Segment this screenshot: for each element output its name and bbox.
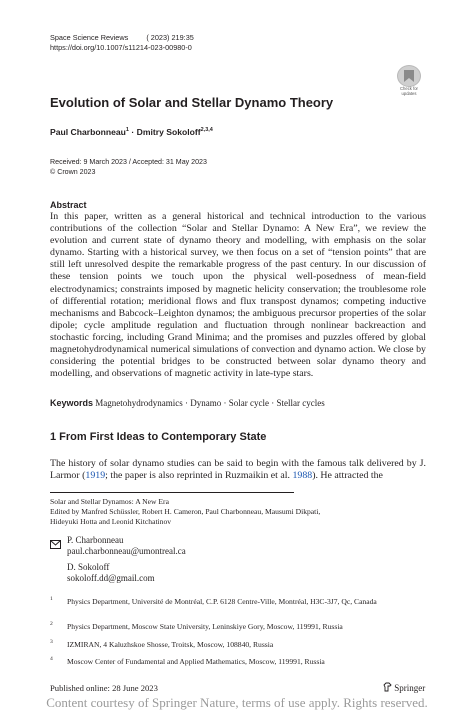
- affiliation-text: IZMIRAN, 4 Kaluzhskoe Shosse, Troitsk, Moscow, 108840, Russia: [67, 640, 274, 649]
- abstract-heading: Abstract: [50, 200, 87, 210]
- springer-logo[interactable]: [383, 682, 425, 694]
- affiliation-number: 2: [50, 621, 53, 627]
- running-header: [50, 33, 194, 42]
- envelope-icon: [50, 536, 62, 546]
- badge-line1: Check for: [400, 86, 418, 91]
- author-1-affil: 1: [125, 127, 129, 134]
- received-accepted: Received: 9 March 2023 / Accepted: 31 May 2023: [50, 158, 207, 166]
- courtesy-notice: Content courtesy of Springer Nature, terms of use apply. Rights reserved.: [46, 695, 428, 710]
- year-volume: ( 2023) 219:35: [146, 33, 194, 42]
- contact-email-2[interactable]: sokoloff.dd@gmail.com: [67, 573, 155, 583]
- springer-wordmark: Springer: [394, 683, 426, 693]
- springer-horse-icon: [383, 682, 392, 694]
- author-2-affil: 2,3,4: [200, 127, 213, 134]
- affiliation-1: [50, 597, 426, 619]
- keywords-text: Magnetohydrodynamics · Dynamo · Solar cycle · Stellar cycles: [95, 398, 325, 408]
- intro-text-1: The history of solar dynamo studies can be said to begin with the famous talk delivered by J. Larmor (: [50, 458, 426, 482]
- contact-name-2: D. Sokoloff: [67, 562, 110, 572]
- abstract-text: In this paper, written as a general historical and technical introduction to the various contributions of the collection “Solar and Stellar Dynamo: A New Era”, we review the evolution and current state of dynamo theory and modelling, with emphasis on the solar dynamo. Starting with a historical survey, we then focus on a set of “tension points” that are still left unresolved despite the remarkable progress of the past century. In our discussion of these tension points we touch upon the physical well-posedness of mean-field electrodynamics; constraints imposed by magnetic helicity conservation; the troublesome role of differential rotation; meridional flows and flux transpost dynamos; competing inductive mechanisms and Babcock–Leighton dynamos; the ambiguous precursor properties of the solar dipole; cycle amplitude regulation and fluctuation through nonlinear backreaction and stochastic forcing, including Grand Minima; and the promises and puzzles offered by global magnetohydrodynamical numerical simulations of convection and dynamo action. We close by considering the potential bridges to be constructed between solar dynamo theory and modelling, and observations of magnetic activity in late-type stars.: [50, 211, 426, 380]
- collection-name: Solar and Stellar Dynamos: A New Era: [50, 497, 169, 506]
- affiliation-number: 1: [50, 596, 53, 602]
- check-for-updates-badge[interactable]: [393, 63, 425, 95]
- contact-name-1: P. Charbonneau: [67, 535, 124, 545]
- author-2[interactable]: Dmitry Sokoloff: [136, 127, 201, 137]
- citation-link[interactable]: 1988: [292, 470, 313, 482]
- published-online: Published online: 28 June 2023: [50, 683, 158, 693]
- affiliation-text: Moscow Center of Fundamental and Applied Mathematics, Moscow, 119991, Russia: [67, 657, 325, 666]
- citation-link[interactable]: 1919: [85, 470, 106, 482]
- author-separator: ·: [128, 127, 137, 137]
- intro-text-2: ; the paper is also reprinted in Ruzmaikin et al.: [105, 470, 293, 482]
- affiliation-text: Physics Department, Moscow State University, Leninskiye Gory, Moscow, 119991, Russia: [67, 622, 343, 631]
- paper-title: Evolution of Solar and Stellar Dynamo Theory: [50, 95, 334, 110]
- author-list: [50, 127, 213, 137]
- keywords-label: Keywords: [50, 398, 94, 408]
- journal-name: Space Science Reviews: [50, 33, 129, 42]
- editors-line-1: Edited by Manfred Schüssler, Robert H. Cameron, Paul Charbonneau, Mausumi Dikpati,: [50, 507, 321, 516]
- keywords: [50, 398, 325, 408]
- affiliation-number: 4: [50, 656, 53, 662]
- affiliation-number: 3: [50, 639, 53, 645]
- section-heading: 1 From First Ideas to Contemporary State: [50, 431, 267, 443]
- footnote-divider: [50, 492, 294, 493]
- contact-email-1[interactable]: paul.charbonneau@umontreal.ca: [67, 546, 186, 556]
- doi-link[interactable]: https://doi.org/10.1007/s11214-023-00980-0: [50, 43, 192, 52]
- copyright: © Crown 2023: [50, 168, 96, 176]
- section-text: [50, 458, 426, 482]
- author-1[interactable]: Paul Charbonneau: [50, 127, 126, 137]
- intro-text-3: ). He attracted the: [312, 470, 383, 482]
- editors-line-2: Hideyuki Hotta and Leonid Kitchatinov: [50, 517, 172, 526]
- affiliation-text: Physics Department, Université de Montréal, C.P. 6128 Centre-Ville, Montréal, H3C-3J7, Qc, Canada: [67, 597, 377, 606]
- bookmark-icon: [397, 65, 421, 87]
- badge-line2: updates: [401, 90, 417, 96]
- article-dates: [50, 157, 207, 177]
- badge-label: [393, 87, 425, 96]
